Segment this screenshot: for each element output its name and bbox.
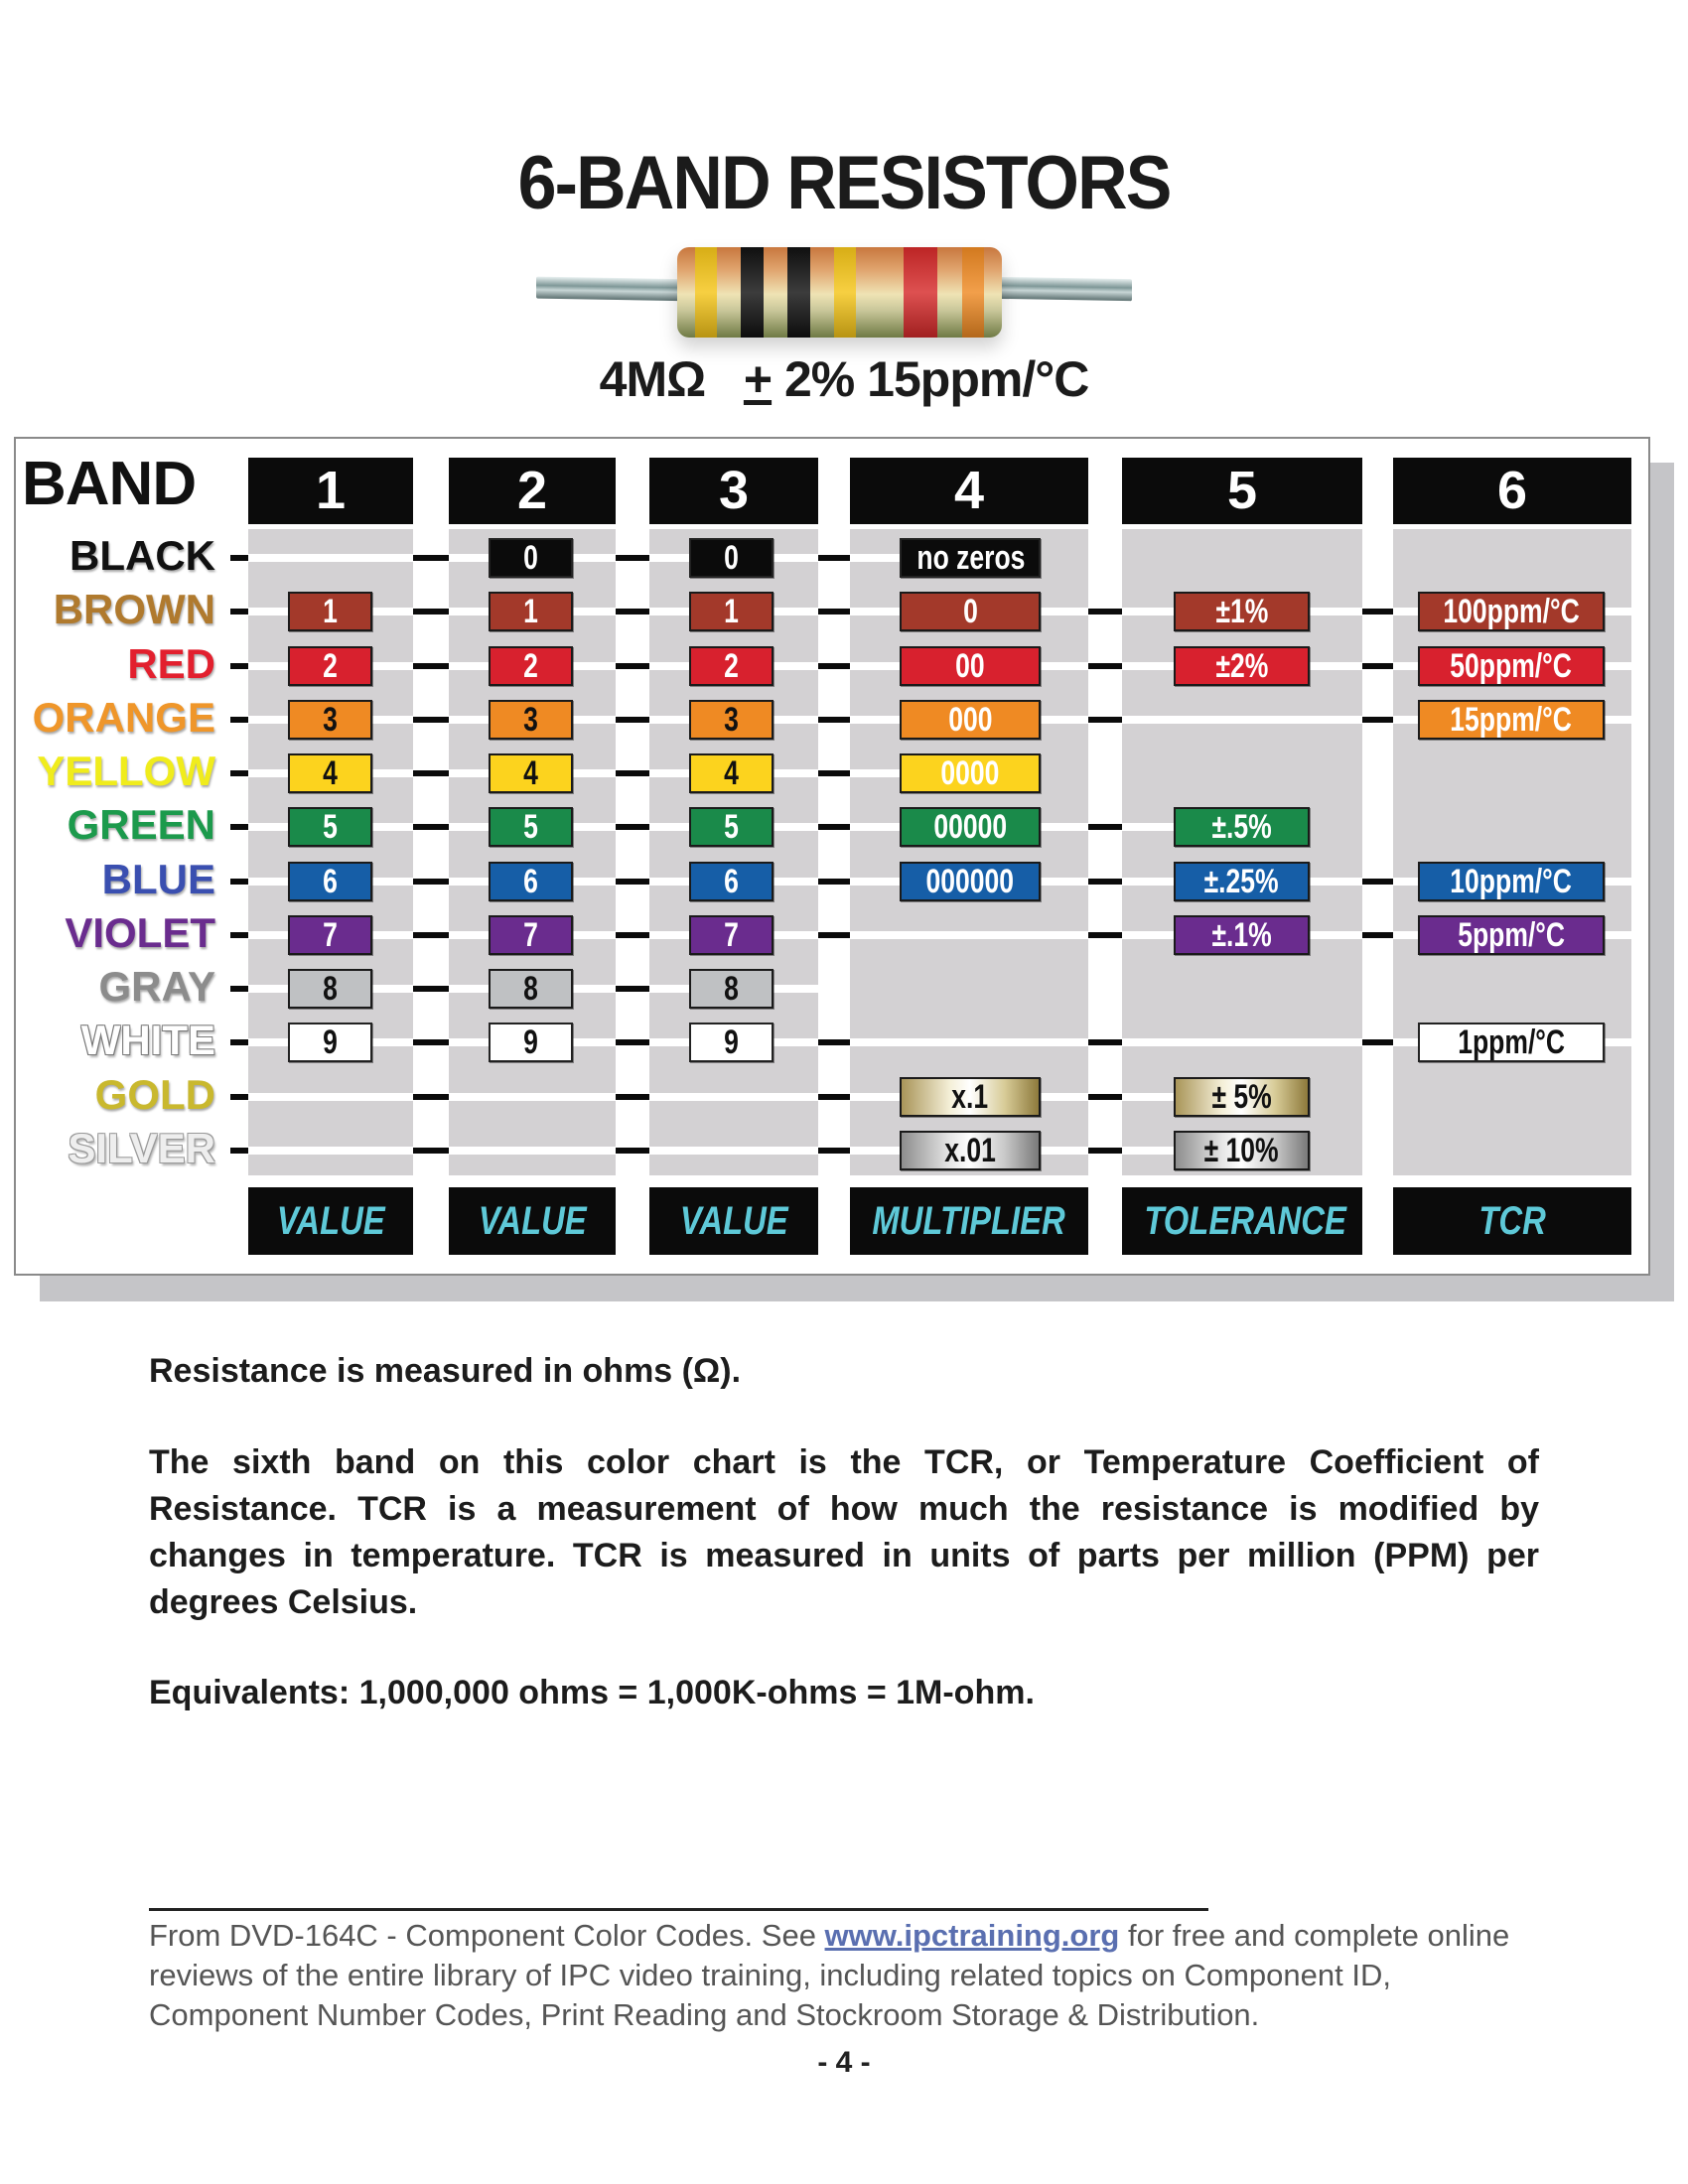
row-dash bbox=[818, 1039, 850, 1045]
row-dash bbox=[1362, 1039, 1393, 1045]
chip-blue-band-1 bbox=[288, 862, 372, 901]
row-dash bbox=[230, 1148, 248, 1154]
chip-violet-band-6-text: 5ppm/°C bbox=[1458, 915, 1565, 954]
color-label-black-text: BLACK bbox=[70, 532, 215, 579]
chip-red-band-5-text: ±2% bbox=[1215, 646, 1268, 685]
band-5-header-text: 5 bbox=[1226, 461, 1258, 520]
chip-white-band-1 bbox=[288, 1023, 372, 1062]
chip-white-band-2-text: 9 bbox=[523, 1024, 538, 1062]
row-dash bbox=[413, 555, 449, 561]
color-label-red bbox=[7, 639, 215, 687]
row-dash bbox=[1362, 663, 1393, 669]
footer-divider bbox=[149, 1908, 1208, 1911]
chip-brown-band-3-text: 1 bbox=[724, 593, 739, 631]
row-dash bbox=[818, 717, 850, 723]
band-2-role-label-text: VALUE bbox=[478, 1199, 587, 1243]
chip-violet-band-2-text: 7 bbox=[523, 915, 538, 954]
chip-yellow-band-2 bbox=[489, 753, 573, 793]
chip-brown-band-2 bbox=[489, 592, 573, 631]
band-4-role-label-text: MULTIPLIER bbox=[872, 1199, 1066, 1243]
chip-blue-band-4-text: 000000 bbox=[925, 862, 1015, 900]
page-number: - 4 - bbox=[817, 2046, 871, 2079]
footer-text-before: From DVD-164C - Component Color Codes. See bbox=[149, 1918, 825, 1953]
color-label-orange-text: ORANGE bbox=[32, 693, 215, 741]
chip-red-band-3 bbox=[689, 646, 774, 686]
resistor-band-3 bbox=[787, 247, 810, 338]
chip-orange-band-3 bbox=[689, 700, 774, 740]
row-dash bbox=[413, 770, 449, 776]
row-line bbox=[1122, 1093, 1178, 1101]
row-dash bbox=[230, 879, 248, 885]
row-dash bbox=[1362, 609, 1393, 614]
band-3-role-label-text: VALUE bbox=[679, 1199, 788, 1243]
chip-white-band-3 bbox=[689, 1023, 774, 1062]
color-label-red-text: RED bbox=[127, 639, 215, 687]
chip-violet-band-5-text: ±.1% bbox=[1211, 915, 1272, 954]
color-label-violet bbox=[7, 908, 215, 956]
color-label-violet-text: VIOLET bbox=[65, 908, 215, 956]
row-dash bbox=[818, 609, 850, 614]
chip-violet-band-3-text: 7 bbox=[724, 915, 739, 954]
chip-white-band-6 bbox=[1418, 1023, 1605, 1062]
band-3-header-text: 3 bbox=[718, 461, 750, 520]
color-label-yellow bbox=[7, 750, 215, 793]
chip-black-band-2 bbox=[489, 538, 573, 578]
row-dash bbox=[1362, 717, 1393, 723]
row-line bbox=[850, 769, 904, 777]
chip-green-band-4 bbox=[900, 807, 1041, 847]
example-resistance: 4MΩ bbox=[599, 351, 706, 407]
chip-green-band-5-text: ±.5% bbox=[1211, 808, 1272, 847]
band-3-role-label bbox=[649, 1187, 818, 1255]
row-dash bbox=[230, 663, 248, 669]
color-label-yellow-text: YELLOW bbox=[37, 748, 215, 795]
color-label-blue bbox=[7, 855, 215, 902]
row-dash bbox=[413, 717, 449, 723]
row-dash bbox=[413, 986, 449, 992]
band-heading: BAND bbox=[22, 450, 197, 518]
chip-red-band-6 bbox=[1418, 646, 1605, 686]
paragraph-tcr: The sixth band on this color chart is the TCR, or Temperature Coefficient of Resistance. TCR is a measurement of how much the resistance is modified by changes in temperature. TCR is measured in units of parts per million (PPM) per degrees Celsius. bbox=[149, 1443, 1539, 1621]
chip-brown-band-1 bbox=[288, 592, 372, 631]
chip-brown-band-4 bbox=[900, 592, 1041, 631]
chip-black-band-4-text: no zeros bbox=[916, 539, 1026, 577]
chip-gray-band-3 bbox=[689, 969, 774, 1009]
row-line bbox=[850, 931, 1088, 939]
band-2-header-text: 2 bbox=[516, 461, 548, 520]
row-dash bbox=[230, 717, 248, 723]
chip-black-band-3 bbox=[689, 538, 774, 578]
row-line bbox=[1122, 716, 1362, 724]
band-3-header bbox=[649, 458, 818, 524]
band-2-role-label bbox=[449, 1187, 616, 1255]
chip-red-band-4-text: 00 bbox=[955, 646, 985, 685]
chip-brown-band-6 bbox=[1418, 592, 1605, 631]
chip-violet-band-6 bbox=[1418, 915, 1605, 955]
row-line bbox=[649, 1147, 818, 1155]
chip-violet-band-5 bbox=[1174, 915, 1310, 955]
row-line bbox=[449, 1093, 616, 1101]
chip-gray-band-3-text: 8 bbox=[724, 970, 739, 1009]
color-label-gold-text: GOLD bbox=[94, 1070, 215, 1118]
chip-silver-band-5-text: ± 10% bbox=[1203, 1131, 1280, 1169]
row-dash bbox=[616, 555, 649, 561]
band-6-header bbox=[1393, 458, 1631, 524]
chip-violet-band-1 bbox=[288, 915, 372, 955]
chip-brown-band-2-text: 1 bbox=[523, 593, 538, 631]
chip-green-band-2-text: 5 bbox=[523, 808, 538, 847]
row-dash bbox=[616, 1148, 649, 1154]
footer-text-after: for free and complete online reviews of the entire library of IPC video training, including related topics on Component ID, Component Number Codes, Print Reading and Stockroom Storage & Distribution. bbox=[149, 1918, 1510, 2032]
chip-orange-band-6-text: 15ppm/°C bbox=[1450, 700, 1573, 739]
chip-yellow-band-1 bbox=[288, 753, 372, 793]
chip-gold-band-4-text: x.1 bbox=[951, 1077, 989, 1116]
color-label-green bbox=[7, 803, 215, 847]
row-dash bbox=[413, 824, 449, 830]
color-label-orange bbox=[7, 693, 215, 741]
paragraph-equivalents: Equivalents: 1,000,000 ohms = 1,000K-ohms = 1M-ohm. bbox=[149, 1674, 1035, 1711]
chip-green-band-3-text: 5 bbox=[724, 808, 739, 847]
row-dash bbox=[616, 717, 649, 723]
chip-blue-band-6 bbox=[1418, 862, 1605, 901]
chip-orange-band-3-text: 3 bbox=[724, 700, 739, 739]
resistor-band-1 bbox=[695, 247, 717, 338]
row-dash bbox=[230, 932, 248, 938]
chip-gold-band-4 bbox=[900, 1077, 1041, 1117]
chip-violet-band-2 bbox=[489, 915, 573, 955]
color-label-silver bbox=[7, 1124, 215, 1171]
band-1-header bbox=[248, 458, 413, 524]
chip-brown-band-1-text: 1 bbox=[323, 593, 338, 631]
row-dash bbox=[818, 770, 850, 776]
chip-white-band-3-text: 9 bbox=[724, 1024, 739, 1062]
color-label-brown-text: BROWN bbox=[53, 586, 215, 633]
example-plus-minus: + bbox=[743, 351, 773, 407]
color-label-green-text: GREEN bbox=[67, 801, 215, 849]
row-dash bbox=[818, 1094, 850, 1100]
row-dash bbox=[818, 1148, 850, 1154]
chip-blue-band-6-text: 10ppm/°C bbox=[1450, 862, 1573, 900]
row-dash bbox=[230, 609, 248, 614]
row-dash bbox=[230, 986, 248, 992]
chip-green-band-1 bbox=[288, 807, 372, 847]
chip-gray-band-2-text: 8 bbox=[523, 970, 538, 1009]
row-dash bbox=[230, 1094, 248, 1100]
chip-gold-band-5-text: ± 5% bbox=[1211, 1077, 1272, 1116]
row-dash bbox=[616, 1094, 649, 1100]
chip-brown-band-6-text: 100ppm/°C bbox=[1443, 593, 1580, 631]
band-4-header bbox=[850, 458, 1088, 524]
chip-green-band-4-text: 00000 bbox=[933, 808, 1007, 847]
band-4-role-label bbox=[850, 1187, 1088, 1255]
resistor-lead-right bbox=[993, 277, 1132, 301]
chip-red-band-4 bbox=[900, 646, 1041, 686]
row-dash bbox=[616, 824, 649, 830]
chip-green-band-1-text: 5 bbox=[323, 808, 338, 847]
chip-blue-band-5-text: ±.25% bbox=[1203, 862, 1280, 900]
row-dash bbox=[616, 879, 649, 885]
example-tolerance: 2% bbox=[784, 351, 855, 407]
row-dash bbox=[1088, 1094, 1122, 1100]
row-dash bbox=[413, 1094, 449, 1100]
row-line bbox=[850, 554, 904, 562]
chip-gray-band-2 bbox=[489, 969, 573, 1009]
resistor-band-2 bbox=[741, 247, 764, 338]
chip-red-band-1 bbox=[288, 646, 372, 686]
chip-violet-band-3 bbox=[689, 915, 774, 955]
row-line bbox=[850, 1038, 1088, 1046]
row-dash bbox=[818, 663, 850, 669]
row-line bbox=[449, 1147, 616, 1155]
chip-green-band-2 bbox=[489, 807, 573, 847]
color-label-blue-text: BLUE bbox=[101, 855, 215, 902]
row-dash bbox=[1362, 932, 1393, 938]
chip-yellow-band-4-text: 0000 bbox=[940, 754, 1000, 793]
chip-yellow-band-3 bbox=[689, 753, 774, 793]
chip-brown-band-3 bbox=[689, 592, 774, 631]
chip-black-band-2-text: 0 bbox=[523, 539, 538, 577]
row-line bbox=[1122, 823, 1178, 831]
color-label-black bbox=[7, 534, 215, 578]
chip-black-band-3-text: 0 bbox=[724, 539, 739, 577]
chip-green-band-5 bbox=[1174, 807, 1310, 847]
chip-white-band-6-text: 1ppm/°C bbox=[1458, 1024, 1565, 1062]
band-1-header-text: 1 bbox=[315, 461, 347, 520]
resistor-band-5 bbox=[904, 247, 937, 338]
chip-blue-band-2-text: 6 bbox=[523, 862, 538, 900]
chip-orange-band-2-text: 3 bbox=[523, 700, 538, 739]
row-dash bbox=[230, 824, 248, 830]
chip-silver-band-4 bbox=[900, 1131, 1041, 1170]
chip-violet-band-1-text: 7 bbox=[323, 915, 338, 954]
chip-blue-band-1-text: 6 bbox=[323, 862, 338, 900]
chip-yellow-band-1-text: 4 bbox=[323, 754, 338, 793]
paragraph-ohms: Resistance is measured in ohms (Ω). bbox=[149, 1352, 742, 1390]
chip-red-band-5 bbox=[1174, 646, 1310, 686]
chip-blue-band-4 bbox=[900, 862, 1041, 901]
color-label-gold bbox=[7, 1070, 215, 1118]
row-dash bbox=[616, 932, 649, 938]
band-6-header-text: 6 bbox=[1496, 461, 1528, 520]
row-dash bbox=[1362, 879, 1393, 885]
chip-orange-band-1-text: 3 bbox=[323, 700, 338, 739]
row-line bbox=[649, 1093, 818, 1101]
chip-red-band-6-text: 50ppm/°C bbox=[1450, 646, 1573, 685]
chip-white-band-2 bbox=[489, 1023, 573, 1062]
color-label-white bbox=[7, 1019, 215, 1062]
row-dash bbox=[616, 986, 649, 992]
chip-orange-band-4 bbox=[900, 700, 1041, 740]
chip-orange-band-2 bbox=[489, 700, 573, 740]
row-dash bbox=[818, 879, 850, 885]
band-4-header-text: 4 bbox=[953, 461, 985, 520]
row-dash bbox=[413, 1039, 449, 1045]
footer-note bbox=[149, 1916, 1539, 2035]
chip-gold-band-5 bbox=[1174, 1077, 1310, 1117]
row-dash bbox=[230, 555, 248, 561]
page-title: 6-BAND RESISTORS bbox=[517, 141, 1171, 225]
color-label-brown bbox=[7, 588, 215, 631]
band-1-role-label bbox=[248, 1187, 413, 1255]
chip-blue-band-3 bbox=[689, 862, 774, 901]
color-label-silver-text: SILVER bbox=[68, 1124, 215, 1171]
band-2-header bbox=[449, 458, 616, 524]
row-dash bbox=[413, 663, 449, 669]
chip-brown-band-5-text: ±1% bbox=[1215, 593, 1268, 631]
row-dash bbox=[1088, 717, 1122, 723]
chip-orange-band-1 bbox=[288, 700, 372, 740]
chip-red-band-2-text: 2 bbox=[523, 646, 538, 685]
chip-orange-band-6 bbox=[1418, 700, 1605, 740]
row-line bbox=[248, 1147, 413, 1155]
chip-silver-band-5 bbox=[1174, 1131, 1310, 1170]
chip-silver-band-4-text: x.01 bbox=[944, 1131, 996, 1169]
band-5-header bbox=[1122, 458, 1362, 524]
color-label-white-text: WHITE bbox=[80, 1017, 215, 1064]
row-line bbox=[1122, 1038, 1362, 1046]
chip-orange-band-4-text: 000 bbox=[947, 700, 993, 739]
row-dash bbox=[1088, 663, 1122, 669]
band-6-role-label bbox=[1393, 1187, 1631, 1255]
band-5-role-label-text: TOLERANCE bbox=[1144, 1199, 1346, 1243]
resistor-illustration bbox=[526, 238, 1142, 347]
chip-white-band-1-text: 9 bbox=[323, 1024, 338, 1062]
color-label-gray bbox=[7, 965, 215, 1009]
chip-yellow-band-2-text: 4 bbox=[523, 754, 538, 793]
row-dash bbox=[413, 609, 449, 614]
chip-gray-band-1 bbox=[288, 969, 372, 1009]
row-dash bbox=[818, 932, 850, 938]
chip-red-band-3-text: 2 bbox=[724, 646, 739, 685]
chip-yellow-band-3-text: 4 bbox=[724, 754, 739, 793]
row-dash bbox=[1088, 1039, 1122, 1045]
chip-blue-band-3-text: 6 bbox=[724, 862, 739, 900]
chip-green-band-3 bbox=[689, 807, 774, 847]
row-dash bbox=[1088, 824, 1122, 830]
row-dash bbox=[413, 932, 449, 938]
ipctraining-link[interactable]: www.ipctraining.org bbox=[824, 1918, 1120, 1953]
band-5-role-label bbox=[1122, 1187, 1362, 1255]
row-dash bbox=[616, 1039, 649, 1045]
chip-black-band-4 bbox=[900, 538, 1041, 578]
chip-blue-band-5 bbox=[1174, 862, 1310, 901]
chip-brown-band-5 bbox=[1174, 592, 1310, 631]
row-dash bbox=[1088, 879, 1122, 885]
row-line bbox=[248, 554, 413, 562]
row-dash bbox=[616, 609, 649, 614]
row-line bbox=[248, 1093, 413, 1101]
row-dash bbox=[1088, 609, 1122, 614]
resistor-body bbox=[677, 247, 1002, 338]
resistor-example-value bbox=[0, 349, 1688, 409]
chip-brown-band-4-text: 0 bbox=[962, 593, 978, 631]
row-dash bbox=[230, 770, 248, 776]
row-dash bbox=[616, 770, 649, 776]
band-6-role-label-text: TCR bbox=[1478, 1199, 1546, 1243]
example-tcr: 15ppm/°C bbox=[867, 351, 1089, 407]
chip-yellow-band-4 bbox=[900, 753, 1041, 793]
row-dash bbox=[818, 824, 850, 830]
row-dash bbox=[230, 1039, 248, 1045]
row-line bbox=[1122, 1147, 1178, 1155]
row-dash bbox=[413, 1148, 449, 1154]
chip-blue-band-2 bbox=[489, 862, 573, 901]
band-1-role-label-text: VALUE bbox=[276, 1199, 385, 1243]
resistor-lead-left bbox=[536, 277, 695, 302]
row-dash bbox=[1088, 1148, 1122, 1154]
chip-red-band-1-text: 2 bbox=[323, 646, 338, 685]
chip-red-band-2 bbox=[489, 646, 573, 686]
resistor-band-6 bbox=[962, 247, 984, 338]
row-dash bbox=[1088, 932, 1122, 938]
color-label-gray-text: GRAY bbox=[98, 963, 215, 1011]
resistor-band-4 bbox=[834, 247, 856, 338]
row-dash bbox=[413, 879, 449, 885]
row-dash bbox=[818, 555, 850, 561]
chip-gray-band-1-text: 8 bbox=[323, 970, 338, 1009]
row-dash bbox=[616, 663, 649, 669]
